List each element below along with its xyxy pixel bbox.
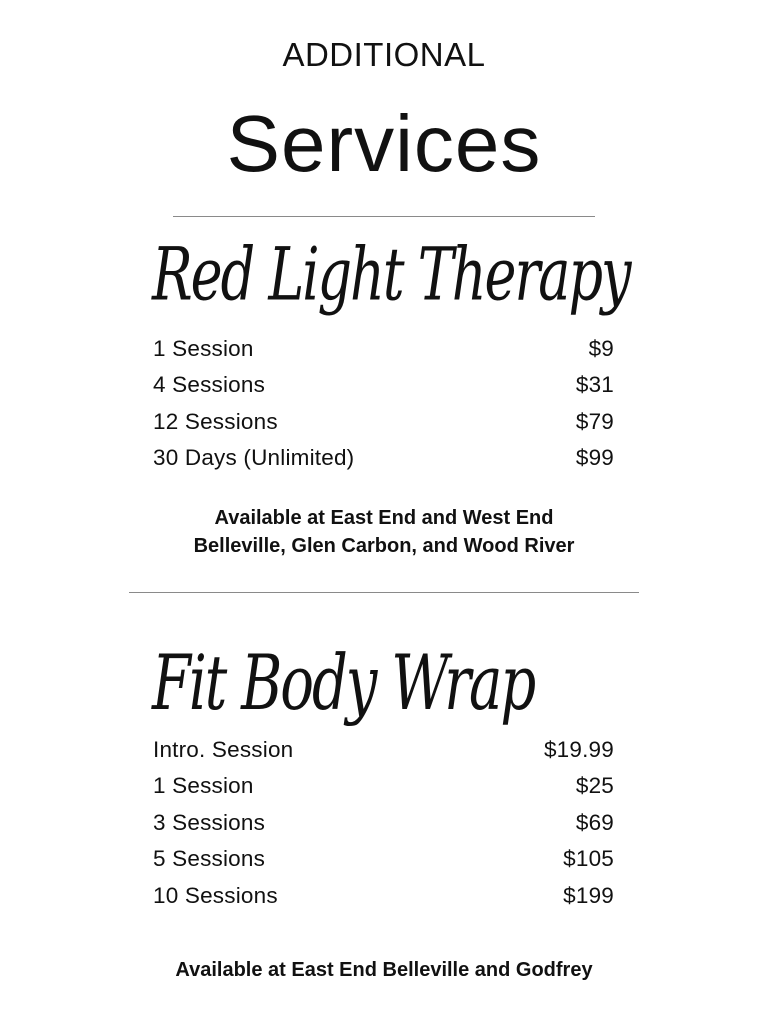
price-row-label: 3 Sessions [153, 809, 266, 835]
price-row [153, 336, 614, 372]
fit-body-wrap-availability-note: Available at East End Belleville and Godfrey [175, 959, 593, 981]
price-row [153, 737, 614, 773]
price-row-price: $69 [575, 809, 614, 835]
price-row-label: 10 Sessions [153, 882, 278, 908]
price-row [153, 846, 614, 882]
price-row-label: 12 Sessions [153, 408, 278, 434]
divider-top [173, 216, 595, 217]
price-row [153, 883, 614, 919]
price-row-price: $99 [575, 445, 614, 471]
price-row-label: 1 Session [153, 773, 254, 799]
price-row [153, 445, 614, 481]
price-row [153, 409, 614, 445]
price-row-price: $25 [575, 773, 614, 799]
price-row-label: 4 Sessions [153, 372, 266, 398]
price-row-label: 30 Days (Unlimited) [153, 445, 355, 471]
price-row-label: Intro. Session [153, 737, 294, 762]
price-row [153, 810, 614, 846]
price-row-price: $199 [563, 882, 614, 908]
page-title: Services [226, 99, 542, 188]
price-row-label: 1 Session [153, 336, 254, 361]
price-row-price: $105 [563, 846, 614, 872]
price-row-price: $19.99 [543, 737, 614, 762]
section-heading-red-light-therapy: Red Light Therapy [152, 232, 630, 318]
price-row [153, 372, 614, 408]
price-row-label: 5 Sessions [153, 846, 266, 872]
red-light-availability-note: Available at East End and West End Belleville, Glen Carbon, and Wood River [193, 507, 575, 557]
red-light-price-list [153, 336, 614, 482]
page-kicker: ADDITIONAL [282, 36, 486, 73]
price-row-price: $79 [575, 408, 614, 434]
price-row-price: $9 [588, 336, 614, 361]
fit-body-wrap-price-list [153, 737, 614, 919]
price-row-price: $31 [575, 372, 614, 398]
section-heading-fit-body-wrap: Fit Body Wrap [152, 640, 535, 728]
divider-middle [129, 592, 639, 593]
price-row [153, 773, 614, 809]
